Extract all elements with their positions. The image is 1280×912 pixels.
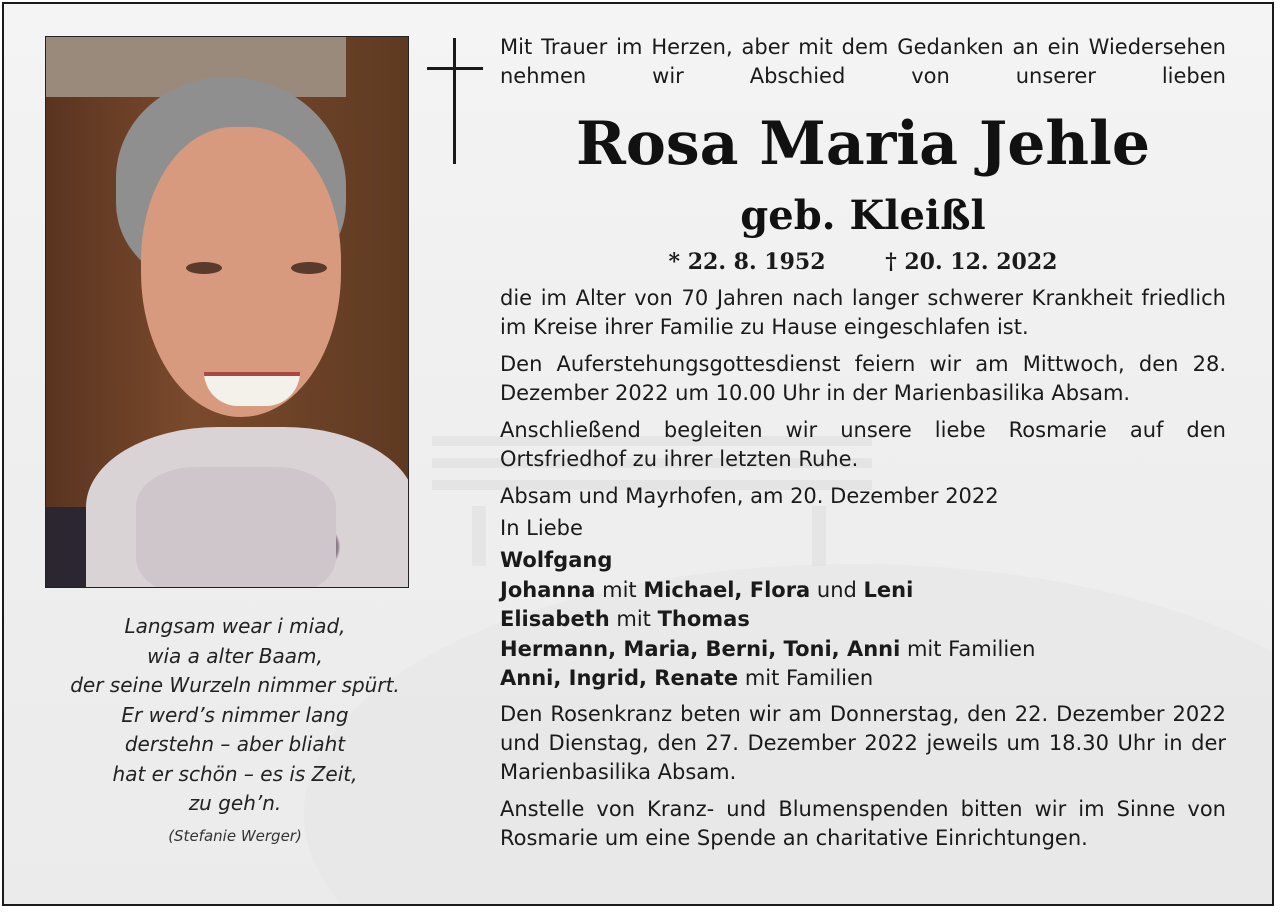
poem-line: Er werd’s nimmer lang: [121, 702, 349, 727]
deceased-name: Rosa Maria Jehle: [575, 109, 1151, 179]
poem-author: (Stefanie Werger): [168, 826, 302, 845]
donation-paragraph: Anstelle von Kranz- und Blumenspenden bitten wir im Sinne von Rosmarie um eine Spende an charitative Einrichtungen.: [500, 796, 1226, 850]
death-date: † 20. 12. 2022: [885, 249, 1058, 275]
burial-paragraph: Anschließend begleiten wir unsere liebe Rosmarie auf den Ortsfriedhof zu ihrer letzten Ruhe.: [500, 418, 1226, 471]
birth-name: geb. Kleißl: [740, 192, 986, 239]
family-line: Johanna mit Michael, Flora und Leni: [500, 577, 914, 602]
rosary-paragraph: Den Rosenkranz beten wir am Donnerstag, den 22. Dezember 2022 und Dienstag, den 27. Dezember 2022 jeweils um 18.30 Uhr in der Marienbasilika Absam.: [500, 701, 1226, 784]
poem: [40, 612, 430, 851]
poem-line: Langsam wear i miad,: [124, 614, 346, 638]
poem-line: zu geh’n.: [188, 791, 282, 815]
family-line: Wolfgang: [500, 548, 613, 572]
obituary-body: [500, 284, 1226, 861]
family-line: Elisabeth mit Thomas: [500, 607, 750, 631]
age-paragraph: die im Alter von 70 Jahren nach langer schwerer Krankheit friedlich im Kreise ihrer Familie zu Hause eingeschlafen ist.: [500, 286, 1226, 339]
funeral-service-paragraph: Den Auferstehungsgottesdienst feiern wir am Mittwoch, den 28. Dezember 2022 um 10.00 Uhr in der Marienbasilika Absam.: [500, 352, 1226, 405]
poem-line: hat er schön – es is Zeit,: [112, 761, 358, 786]
family-list: [500, 546, 1226, 694]
portrait-photo: [45, 36, 409, 588]
poem-line: der seine Wurzeln nimmer spürt.: [70, 673, 400, 697]
place-date: Absam und Mayrhofen, am 20. Dezember 2022: [500, 484, 999, 508]
family-line: Anni, Ingrid, Renate mit Familien: [500, 666, 874, 690]
poem-line: wia a alter Baam,: [147, 643, 323, 668]
in-love-label: In Liebe: [500, 516, 583, 540]
life-dates: [500, 247, 1226, 277]
family-line: Hermann, Maria, Berni, Toni, Anni mit Familien: [500, 636, 1036, 661]
intro-text: Mit Trauer im Herzen, aber mit dem Gedanken an ein Wiedersehen nehmen wir Abschied von unserer lieben: [500, 35, 1226, 88]
birth-date: * 22. 8. 1952: [668, 249, 826, 275]
poem-line: derstehn – aber bliaht: [124, 732, 346, 756]
